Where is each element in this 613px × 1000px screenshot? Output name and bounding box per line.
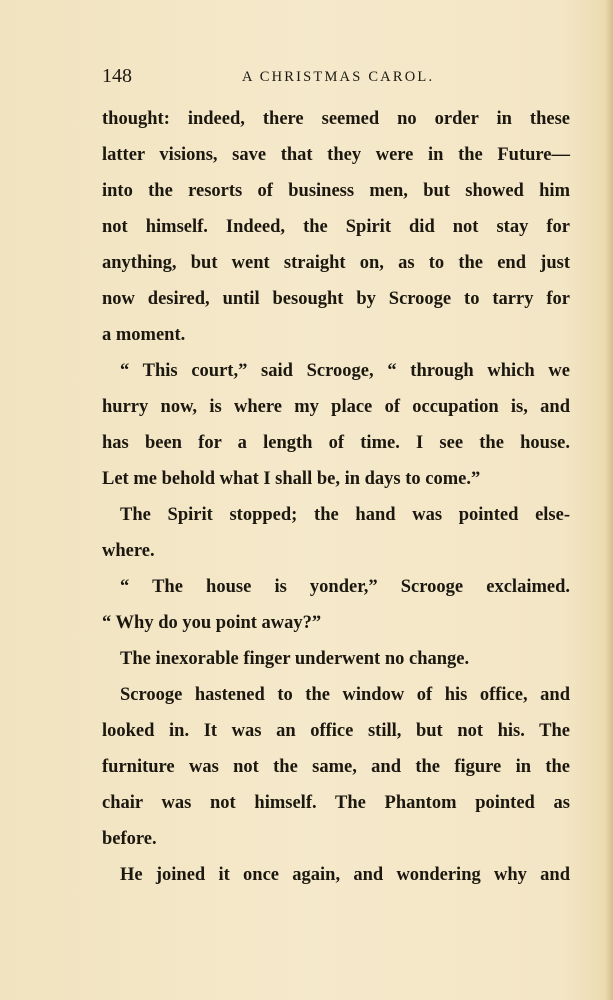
text-line: into the resorts of business men, but showed him (102, 181, 570, 201)
body-text (102, 101, 570, 893)
page-number: 148 (102, 65, 132, 87)
text-line: furniture was not the same, and the figure in the (102, 757, 570, 777)
text-line: “ The house is yonder,” Scrooge exclaimed. (120, 577, 570, 597)
text-line: now desired, until besought by Scrooge to tarry for (102, 289, 570, 309)
text-line: chair was not himself. The Phantom pointed as (102, 793, 570, 813)
text-line: thought: indeed, there seemed no order in these (102, 109, 570, 129)
text-line: before. (102, 829, 157, 849)
text-line: Scrooge hastened to the window of his office, and (120, 685, 570, 705)
text-line: not himself. Indeed, the Spirit did not stay for (102, 217, 570, 237)
text-line: hurry now, is where my place of occupation is, and (102, 397, 570, 417)
text-line: looked in. It was an office still, but not his. The (102, 721, 570, 741)
text-line: “ Why do you point away?” (102, 613, 322, 633)
text-line: has been for a length of time. I see the house. (102, 433, 570, 453)
text-line: The Spirit stopped; the hand was pointed else- (120, 505, 570, 525)
text-line: The inexorable finger underwent no change. (120, 649, 470, 669)
text-line: a moment. (102, 325, 186, 345)
text-line: where. (102, 541, 155, 561)
text-line: “ This court,” said Scrooge, “ through which we (120, 361, 570, 381)
page-edge-shadow (605, 0, 613, 1000)
text-line: anything, but went straight on, as to the end just (102, 253, 570, 273)
running-title: A CHRISTMAS CAROL. (242, 69, 435, 85)
text-line: Let me behold what I shall be, in days to come.” (102, 469, 481, 489)
page-header (102, 64, 568, 88)
text-line: latter visions, save that they were in the Future— (102, 145, 570, 165)
text-line: He joined it once again, and wondering why and (120, 865, 570, 885)
